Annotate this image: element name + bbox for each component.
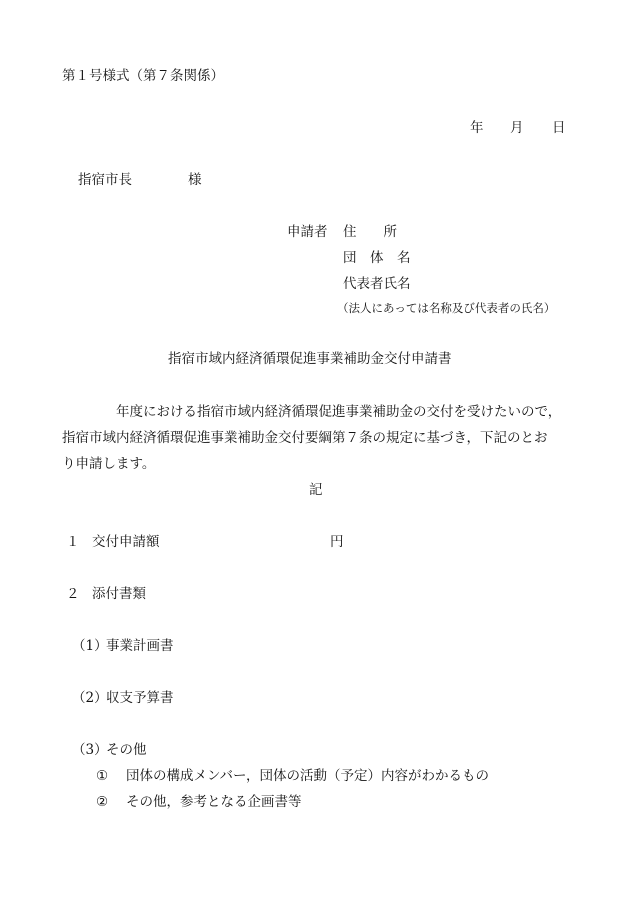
attachment-3-label: その他 [106, 742, 147, 758]
item-1-label: 交付申請額 [92, 534, 160, 550]
item-2-number: ２ [66, 586, 80, 602]
other-item-2-mark: ② [96, 794, 109, 810]
applicant-note: （法人にあっては名称及び代表者の氏名） [337, 301, 556, 315]
attachment-2-label: 収支予算書 [106, 690, 174, 706]
attachment-3-number: （3） [72, 742, 108, 758]
item-1-unit: 円 [330, 534, 344, 550]
date-day: 日 [552, 120, 566, 136]
honorific: 様 [188, 172, 202, 188]
date-year: 年 [470, 120, 484, 136]
item-2-label: 添付書類 [92, 586, 146, 602]
other-item-1-text: 団体の構成メンバー，団体の活動（予定）内容がわかるもの [126, 768, 490, 784]
body-line-3: り申請します。 [62, 456, 156, 472]
applicant-label: 申請者 [287, 224, 328, 240]
item-1-number: １ [66, 534, 80, 550]
form-number: 第１号様式（第７条関係） [62, 68, 224, 84]
body-line-1: 年度における指宿市域内経済循環促進事業補助金の交付を受けたいので， [116, 404, 562, 420]
ki-heading: 記 [309, 482, 323, 498]
attachment-2-number: （2） [72, 690, 108, 706]
applicant-address: 住 所 [343, 224, 397, 240]
other-item-1-mark: ① [96, 768, 109, 784]
attachment-1-number: （1） [72, 638, 108, 654]
document-title: 指宿市域内経済循環促進事業補助金交付申請書 [168, 351, 452, 367]
addressee: 指宿市長 [78, 172, 132, 188]
applicant-representative: 代表者氏名 [343, 276, 411, 292]
date-month: 月 [510, 120, 524, 136]
body-line-2: 指宿市域内経済循環促進事業補助金交付要綱第７条の規定に基づき，下記のとお [62, 430, 548, 446]
other-item-2-text: その他，参考となる企画書等 [126, 794, 302, 810]
applicant-organization: 団 体 名 [343, 250, 411, 266]
attachment-1-label: 事業計画書 [106, 638, 174, 654]
